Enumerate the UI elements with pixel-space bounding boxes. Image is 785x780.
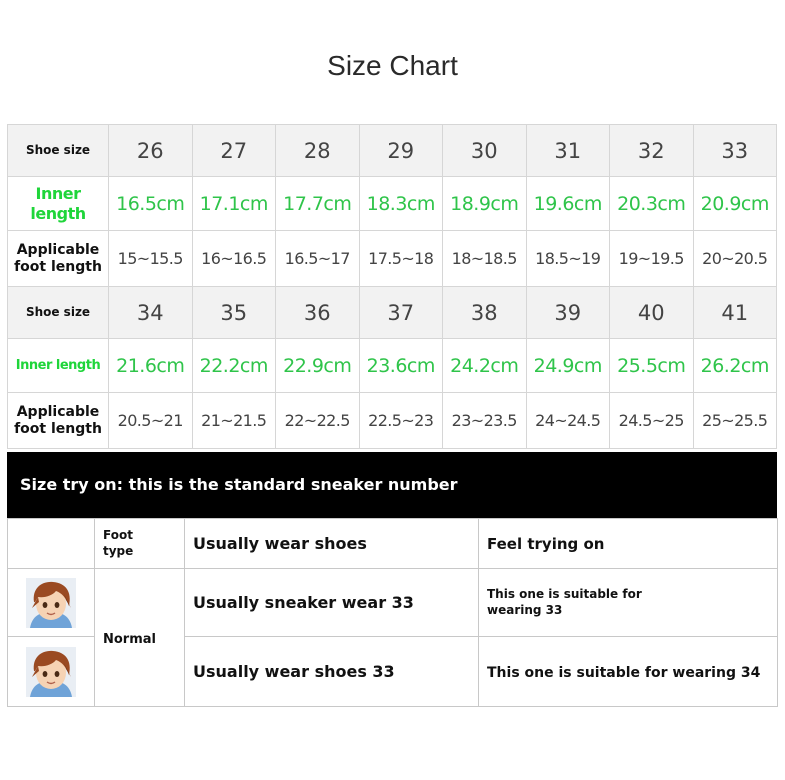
cartoon-boy-avatar-icon [26,647,76,697]
size-cell-inner: 17.1cm [192,177,276,231]
size-cell-foot: 22~22.5 [276,393,360,449]
cartoon-boy-avatar-icon [26,578,76,628]
size-cell-inner: 18.9cm [443,177,527,231]
size-row-foot [8,393,777,449]
size-cell-inner: 18.3cm [359,177,443,231]
row-label-foot: Applicable foot length [8,393,109,449]
size-cell-foot: 16~16.5 [192,231,276,287]
size-cell-foot: 24.5~25 [610,393,694,449]
foot-type-header-label: Foot type [103,527,134,558]
size-cell-foot: 16.5~17 [276,231,360,287]
row-label-inner: Inner length [8,177,109,231]
size-cell-size: 27 [192,125,276,177]
wear-cell [185,637,479,707]
size-cell-inner: 23.6cm [359,339,443,393]
size-cell-size: 29 [359,125,443,177]
feel-header-label: Feel trying on [487,535,605,553]
size-cell-size: 31 [526,125,610,177]
foot-type-value: Normal [103,632,156,647]
size-cell-size: 38 [443,287,527,339]
row-label-size: Shoe size [8,125,109,177]
size-cell-inner: 26.2cm [693,339,777,393]
size-cell-size: 26 [109,125,193,177]
foot-type-header [95,519,185,569]
feel-cell [479,569,778,637]
size-row-inner [8,177,777,231]
size-row-inner [8,339,777,393]
page-title: Size Chart [327,50,458,81]
size-cell-foot: 20~20.5 [693,231,777,287]
size-cell-size: 41 [693,287,777,339]
size-cell-size: 33 [693,125,777,177]
size-cell-size: 28 [276,125,360,177]
row-label-foot: Applicable foot length [8,231,109,287]
size-chart-table [7,124,777,449]
size-cell-inner: 20.3cm [610,177,694,231]
size-cell-inner: 22.2cm [192,339,276,393]
size-cell-foot: 17.5~18 [359,231,443,287]
size-cell-size: 30 [443,125,527,177]
feel-header [479,519,778,569]
size-cell-foot: 23~23.5 [443,393,527,449]
size-row-size [8,287,777,339]
size-cell-foot: 25~25.5 [693,393,777,449]
size-try-on-banner: Size try on: this is the standard sneaker number [7,452,777,518]
avatar-header-cell [8,519,95,569]
fit-guide-table [7,518,778,707]
size-cell-size: 39 [526,287,610,339]
size-cell-size: 36 [276,287,360,339]
row-label-inner: Inner length [8,339,109,393]
size-cell-size: 34 [109,287,193,339]
size-cell-foot: 18.5~19 [526,231,610,287]
size-cell-size: 37 [359,287,443,339]
size-cell-size: 35 [192,287,276,339]
size-cell-size: 32 [610,125,694,177]
size-cell-inner: 22.9cm [276,339,360,393]
wear-cell [185,569,479,637]
size-cell-inner: 21.6cm [109,339,193,393]
size-cell-inner: 20.9cm [693,177,777,231]
size-cell-foot: 21~21.5 [192,393,276,449]
size-cell-inner: 24.2cm [443,339,527,393]
size-cell-foot: 24~24.5 [526,393,610,449]
feel-value: This one is suitable for wearing 33 [487,586,642,617]
avatar-cell [8,637,95,707]
size-cell-size: 40 [610,287,694,339]
wear-value: Usually wear shoes 33 [193,662,395,681]
size-cell-inner: 24.9cm [526,339,610,393]
size-cell-foot: 22.5~23 [359,393,443,449]
wear-header-label: Usually wear shoes [193,534,367,553]
size-cell-inner: 19.6cm [526,177,610,231]
size-row-size [8,125,777,177]
fit-row [8,569,778,637]
size-row-foot [8,231,777,287]
wear-header [185,519,479,569]
wear-value: Usually sneaker wear 33 [193,593,414,612]
size-cell-foot: 19~19.5 [610,231,694,287]
size-cell-foot: 20.5~21 [109,393,193,449]
fit-header-row [8,519,778,569]
size-cell-inner: 16.5cm [109,177,193,231]
size-cell-inner: 17.7cm [276,177,360,231]
size-cell-foot: 18~18.5 [443,231,527,287]
feel-cell [479,637,778,707]
size-cell-inner: 25.5cm [610,339,694,393]
feel-value: This one is suitable for wearing 34 [487,665,761,681]
size-cell-foot: 15~15.5 [109,231,193,287]
row-label-size: Shoe size [8,287,109,339]
foot-type-cell [95,569,185,707]
avatar-cell [8,569,95,637]
